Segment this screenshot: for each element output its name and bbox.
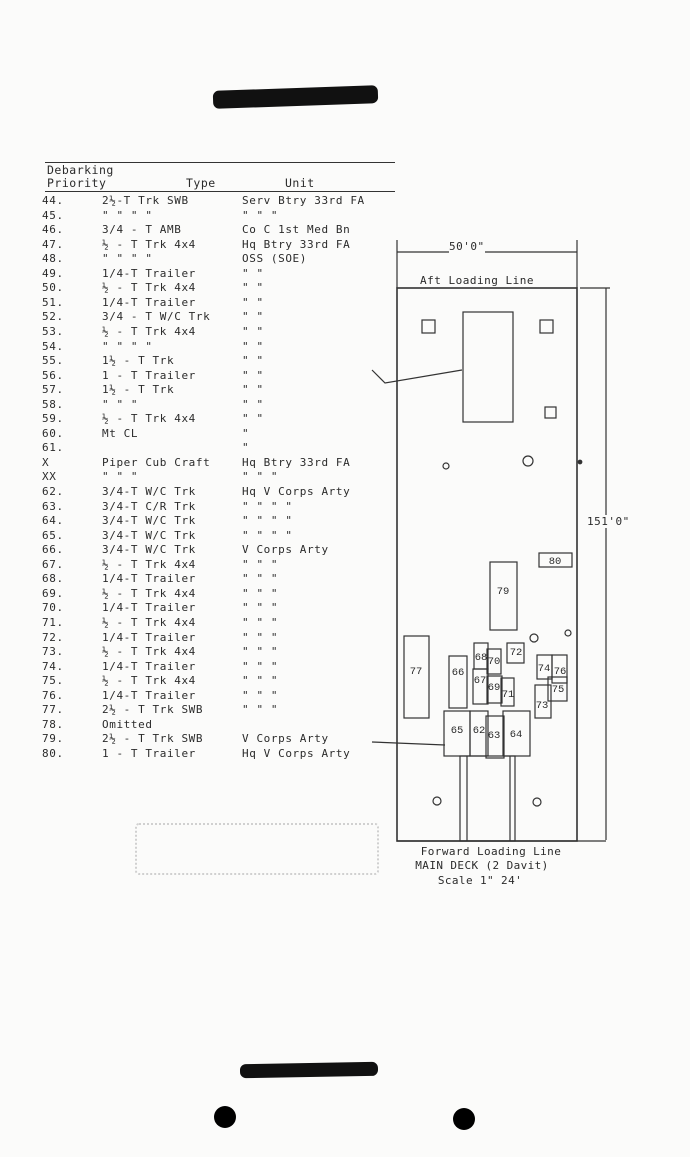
priority-cell: 49.	[42, 266, 64, 280]
unit-cell: " " "	[242, 703, 279, 717]
type-cell: Omitted	[102, 717, 153, 731]
unit-cell: " " "	[242, 208, 279, 222]
priority-cell: 50.	[42, 281, 64, 295]
priority-cell: 73.	[42, 645, 64, 659]
priority-cell: 67.	[42, 557, 64, 571]
scale-caption: Scale 1" 24'	[437, 874, 523, 887]
unit-cell: OSS (SOE)	[242, 252, 308, 266]
type-cell: 1½ - T Trk	[102, 383, 175, 397]
type-header: Type	[186, 176, 216, 190]
unit-cell: " " "	[242, 688, 279, 702]
unit-cell: " "	[242, 383, 264, 397]
type-cell: 1/4-T Trailer	[102, 295, 196, 309]
type-cell: ½ - T Trk 4x4	[102, 324, 196, 338]
priority-cell: 72.	[42, 630, 64, 644]
label-76: 76	[553, 666, 567, 678]
type-cell: ½ - T Trk 4x4	[102, 586, 196, 600]
unit-cell: " " "	[242, 572, 279, 586]
unit-cell: "	[242, 441, 250, 455]
type-cell: ½ - T Trk 4x4	[102, 412, 196, 426]
label-67: 67	[473, 675, 487, 687]
type-cell: 2½ - T Trk SWB	[102, 732, 204, 746]
type-cell: ½ - T Trk 4x4	[102, 557, 196, 571]
priority-cell: 75.	[42, 674, 64, 688]
type-cell: ½ - T Trk 4x4	[102, 281, 196, 295]
type-cell: 1/4-T Trailer	[102, 572, 196, 586]
label-68: 68	[474, 652, 488, 664]
priority-cell: 44.	[42, 194, 64, 207]
type-cell: 1/4-T Trailer	[102, 266, 196, 280]
type-cell: " " " "	[102, 339, 153, 353]
unit-cell: " " "	[242, 615, 279, 629]
priority-cell: 79.	[42, 732, 64, 746]
unit-cell: " " " "	[242, 499, 293, 513]
priority-cell: 51.	[42, 295, 64, 309]
unit-cell: " " "	[242, 470, 279, 484]
unit-cell: " "	[242, 266, 264, 280]
priority-cell: 57.	[42, 383, 64, 397]
type-cell: 1/4-T Trailer	[102, 601, 196, 615]
unit-cell: " " " "	[242, 528, 293, 542]
label-64: 64	[509, 729, 523, 741]
priority-cell: 66.	[42, 543, 64, 557]
vehicle-66	[449, 656, 467, 708]
label-80: 80	[548, 556, 562, 568]
unit-cell: " " "	[242, 630, 279, 644]
label-73: 73	[535, 700, 549, 712]
priority-cell: 61.	[42, 441, 64, 455]
type-cell: 1 - T Trailer	[102, 368, 196, 382]
priority-cell: 64.	[42, 514, 64, 528]
priority-cell: 56.	[42, 368, 64, 382]
unit-cell: " "	[242, 397, 264, 411]
type-cell: 2½ - T Trk SWB	[102, 703, 204, 717]
priority-cell: 52.	[42, 310, 64, 324]
unit-cell: " " "	[242, 601, 279, 615]
label-63: 63	[487, 730, 501, 742]
type-cell: ½ - T Trk 4x4	[102, 645, 196, 659]
forward-hatch	[460, 756, 515, 841]
unit-cell: " " "	[242, 645, 279, 659]
unit-cell: Hq V Corps Arty	[242, 746, 351, 760]
type-cell: 1/4-T Trailer	[102, 688, 196, 702]
priority-cell: 48.	[42, 252, 64, 266]
unit-cell: Serv Btry 33rd FA	[242, 194, 365, 207]
priority-cell: 59.	[42, 412, 64, 426]
length-dimension-label: 151'0"	[587, 515, 630, 528]
priority-cell: 69.	[42, 586, 64, 600]
aft-loading-line-label: Aft Loading Line	[420, 274, 534, 287]
type-cell: 1 - T Trailer	[102, 746, 196, 760]
unit-header: Unit	[285, 176, 315, 190]
type-cell: " " " "	[102, 208, 153, 222]
label-70: 70	[487, 656, 501, 668]
priority-cell: 68.	[42, 572, 64, 586]
label-74: 74	[537, 663, 551, 675]
unit-cell: " " "	[242, 557, 279, 571]
unit-cell: " "	[242, 412, 264, 426]
priority-cell: 70.	[42, 601, 64, 615]
unit-cell: " "	[242, 310, 264, 324]
unit-cell: " " "	[242, 674, 279, 688]
priority-cell: 55.	[42, 354, 64, 368]
type-cell: 1½ - T Trk	[102, 354, 175, 368]
type-cell: 1/4-T Trailer	[102, 659, 196, 673]
unit-cell: " " "	[242, 659, 279, 673]
priority-header-line2: Priority	[47, 176, 107, 190]
unit-cell: Hq V Corps Arty	[242, 485, 351, 498]
unit-cell: " " "	[242, 586, 279, 600]
type-cell: " " "	[102, 397, 139, 411]
priority-cell: X	[42, 455, 50, 469]
aft-hatch	[463, 312, 513, 422]
faded-stamp	[135, 823, 379, 875]
priority-cell: 53.	[42, 324, 64, 338]
priority-cell: 77.	[42, 703, 64, 717]
unit-cell: Hq Btry 33rd FA	[242, 455, 351, 469]
unit-cell: V Corps Arty	[242, 543, 329, 557]
unit-cell: " "	[242, 339, 264, 353]
unit-cell: " "	[242, 368, 264, 382]
label-75: 75	[551, 684, 565, 696]
priority-cell: 74.	[42, 659, 64, 673]
width-dimension-label: 50'0"	[449, 240, 485, 253]
forward-loading-line-caption: Forward Loading Line	[420, 845, 562, 858]
unit-cell: " "	[242, 295, 264, 309]
unit-cell: " "	[242, 354, 264, 368]
label-72: 72	[509, 647, 523, 659]
punch-hole-left	[214, 1106, 236, 1128]
type-cell: 3/4-T W/C Trk	[102, 528, 196, 542]
main-deck-caption: MAIN DECK (2 Davit)	[415, 859, 549, 872]
type-cell: ½ - T Trk 4x4	[102, 237, 196, 251]
priority-cell: 71.	[42, 615, 64, 629]
type-cell: 3/4-T C/R Trk	[102, 499, 196, 513]
priority-cell: 65.	[42, 528, 64, 542]
unit-cell: Hq Btry 33rd FA	[242, 237, 351, 251]
priority-cell: 76.	[42, 688, 64, 702]
type-cell: Piper Cub Craft	[102, 455, 211, 469]
priority-cell: 63.	[42, 499, 64, 513]
type-cell: 3/4 - T AMB	[102, 223, 182, 237]
priority-cell: XX	[42, 470, 57, 484]
priority-cell: 47.	[42, 237, 64, 251]
type-cell: 2½-T Trk SWB	[102, 194, 189, 207]
type-cell: " " "	[102, 470, 139, 484]
type-cell: ½ - T Trk 4x4	[102, 615, 196, 629]
label-77: 77	[409, 666, 423, 678]
label-62: 62	[472, 725, 486, 737]
unit-cell: "	[242, 426, 250, 440]
type-cell: ½ - T Trk 4x4	[102, 674, 196, 688]
unit-cell: " " " "	[242, 514, 293, 528]
type-cell: 3/4-T W/C Trk	[102, 514, 196, 528]
priority-cell: 58.	[42, 397, 64, 411]
label-71: 71	[501, 689, 515, 701]
type-cell: " " " "	[102, 252, 153, 266]
priority-cell: 60.	[42, 426, 64, 440]
label-65: 65	[450, 725, 464, 737]
label-69: 69	[487, 682, 501, 694]
type-cell: Mt CL	[102, 426, 139, 440]
priority-cell: 45.	[42, 208, 64, 222]
unit-cell: " "	[242, 324, 264, 338]
type-cell: 1/4-T Trailer	[102, 630, 196, 644]
label-66: 66	[451, 667, 465, 679]
priority-header-line1: Debarking	[47, 163, 114, 177]
priority-cell: 80.	[42, 746, 64, 760]
type-cell: 3/4-T W/C Trk	[102, 485, 196, 498]
label-79: 79	[496, 586, 510, 598]
type-cell: 3/4-T W/C Trk	[102, 543, 196, 557]
priority-cell: 78.	[42, 717, 64, 731]
priority-cell: 46.	[42, 223, 64, 237]
type-cell: 3/4 - T W/C Trk	[102, 310, 211, 324]
unit-cell: V Corps Arty	[242, 732, 329, 746]
punch-hole-right	[453, 1108, 475, 1130]
priority-cell: 62.	[42, 485, 64, 498]
unit-cell: Co C 1st Med Bn	[242, 223, 351, 237]
priority-cell: 54.	[42, 339, 64, 353]
unit-cell: " "	[242, 281, 264, 295]
